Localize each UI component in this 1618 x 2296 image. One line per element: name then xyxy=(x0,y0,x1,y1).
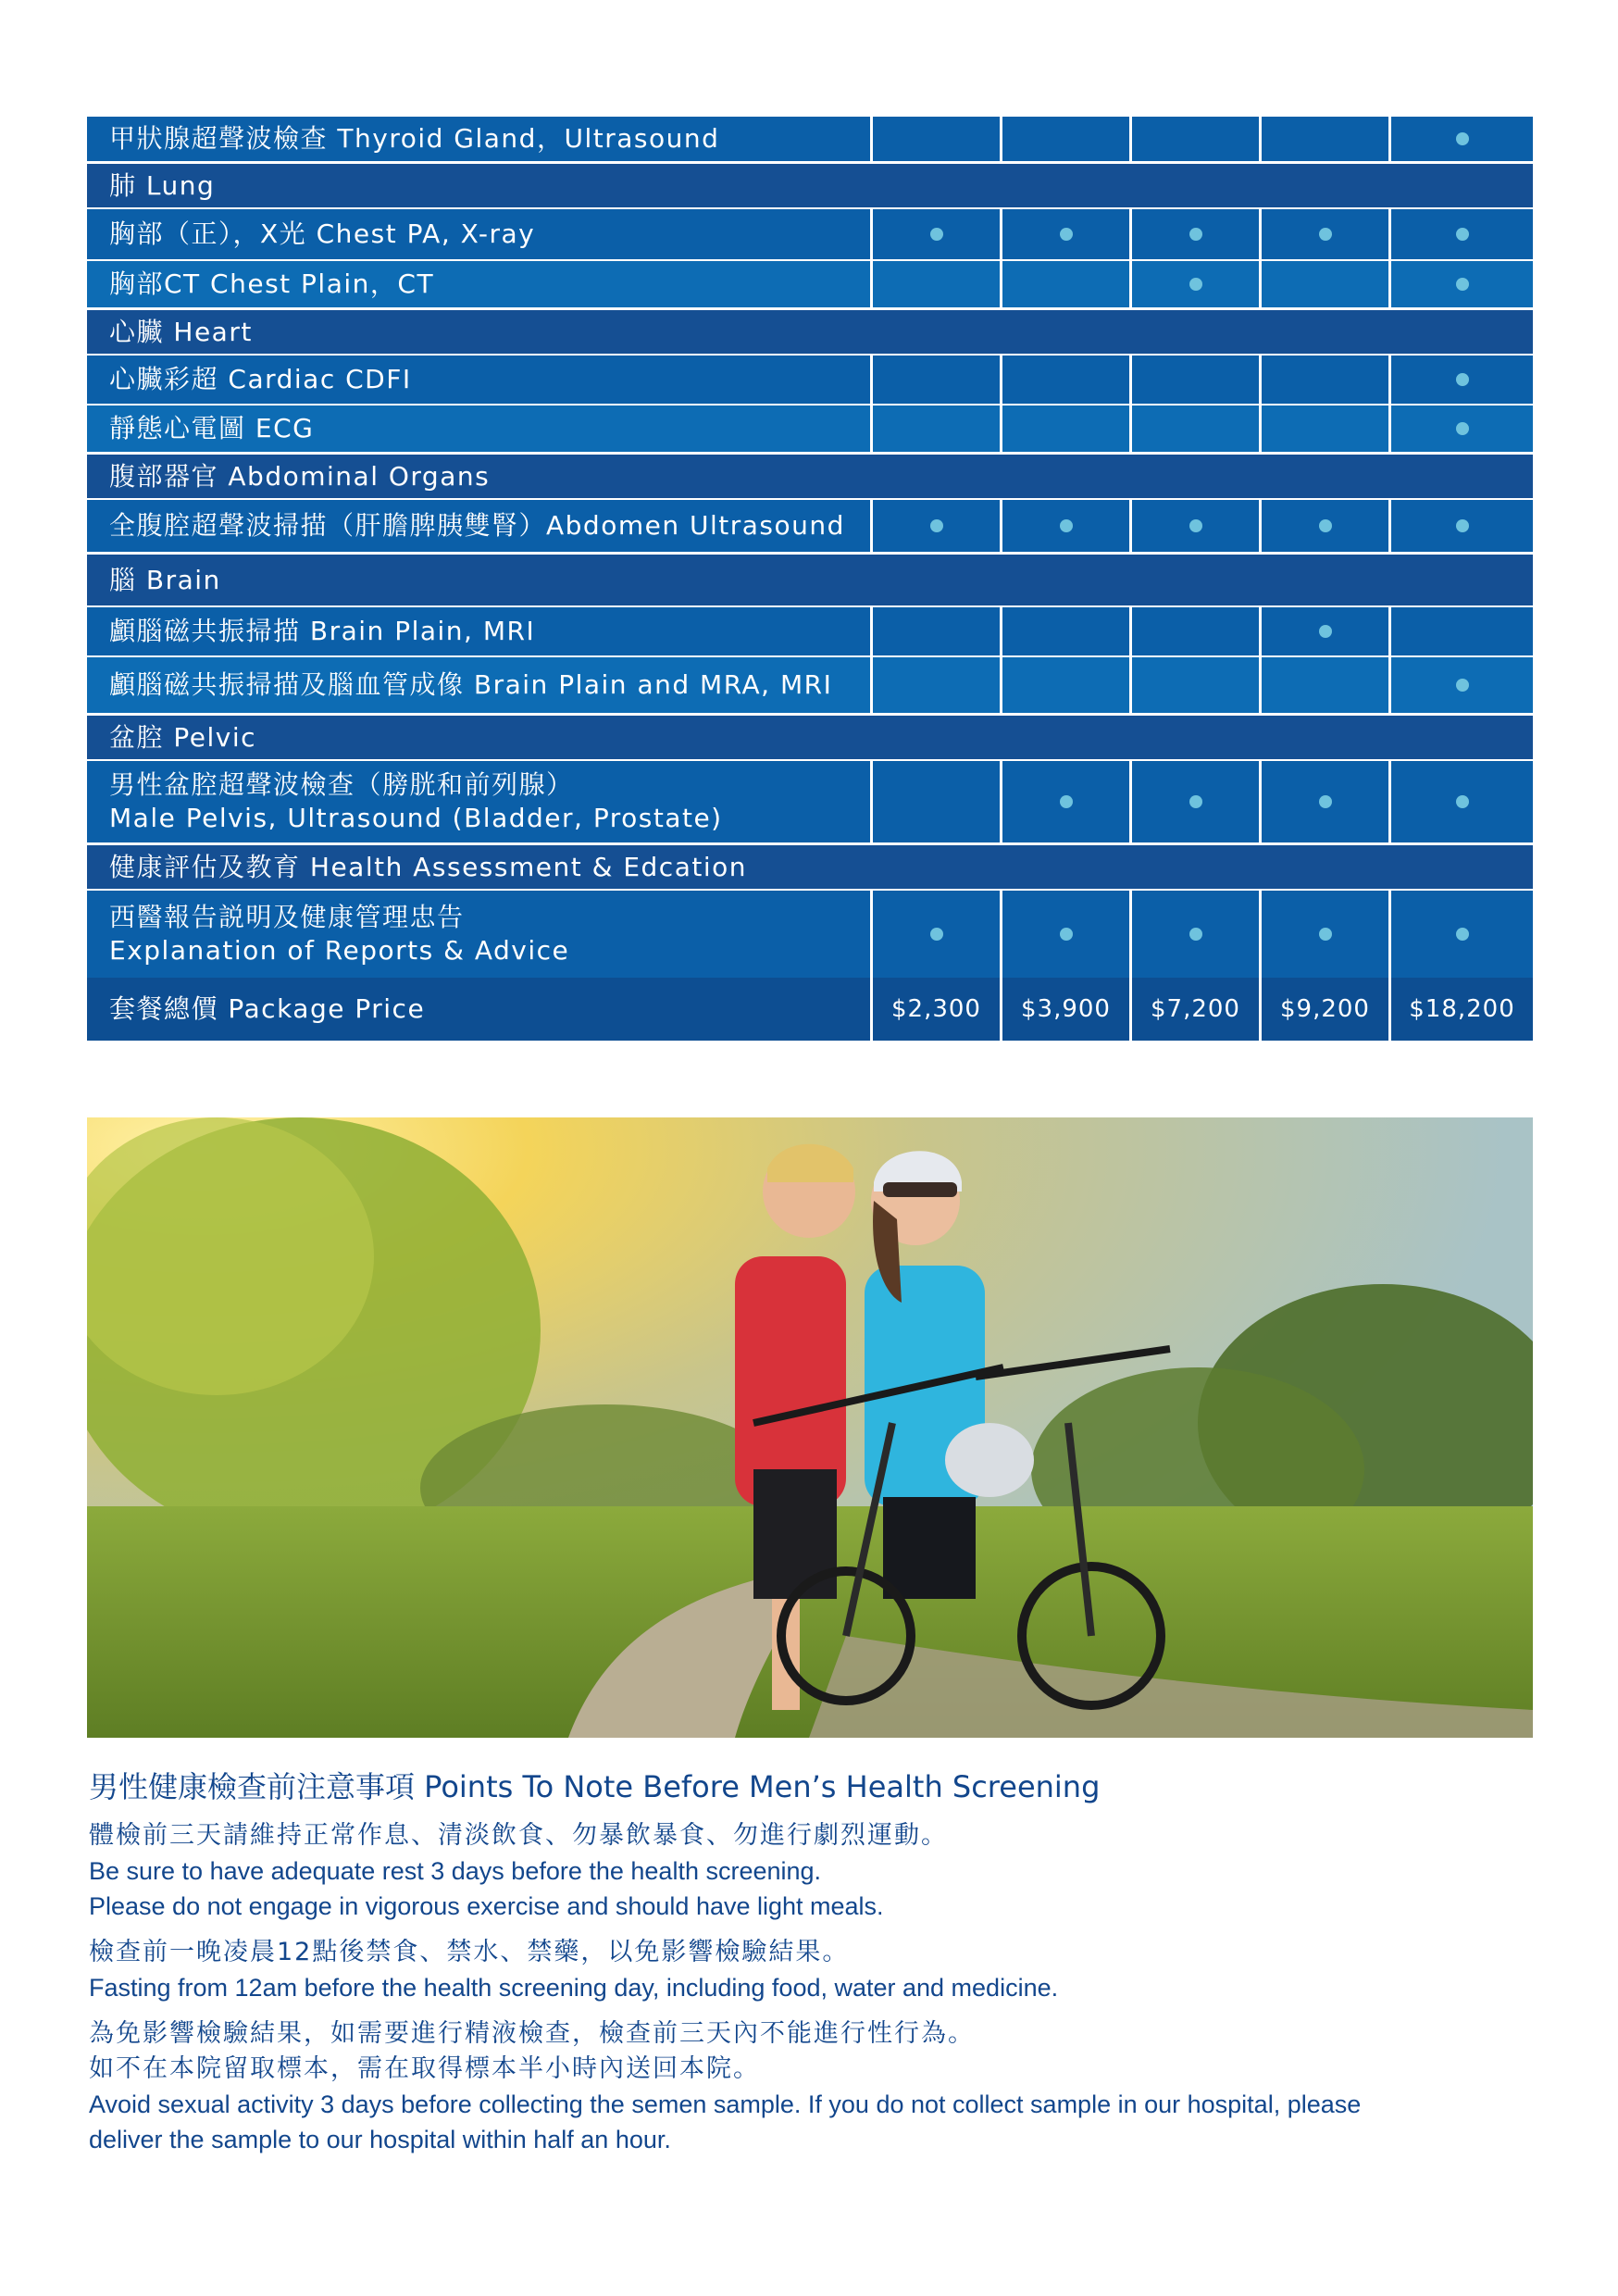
package-price-row xyxy=(87,978,1533,1041)
section-label: 肺 Lung xyxy=(109,169,216,201)
included-dot-icon xyxy=(1456,795,1469,808)
included-dot-icon xyxy=(1060,519,1073,532)
included-dot-icon xyxy=(1319,928,1332,941)
mark-cell xyxy=(1129,261,1259,307)
mark-cell xyxy=(1000,209,1129,259)
mark-cell xyxy=(1000,500,1129,552)
package-price: $2,300 xyxy=(891,995,981,1023)
package-price: $18,200 xyxy=(1409,995,1515,1023)
mark-cell xyxy=(870,607,1000,655)
item-label-line: 男性盆腔超聲波檢查（膀胱和前列腺） xyxy=(109,769,574,800)
table-row xyxy=(87,354,1533,404)
included-dot-icon xyxy=(1319,519,1332,532)
section-header-row xyxy=(87,842,1533,889)
mark-cell xyxy=(870,761,1000,842)
included-dot-icon xyxy=(1456,422,1469,435)
mark-cell xyxy=(870,117,1000,161)
section-label: 健康評估及教育 Health Assessment & Edcation xyxy=(109,851,747,882)
section-label: 盆腔 Pelvic xyxy=(109,721,257,753)
mark-cell xyxy=(1129,657,1259,713)
price-label: 套餐總價 Package Price xyxy=(109,993,426,1024)
note-paragraph xyxy=(89,2016,1533,2157)
mark-cell xyxy=(1259,607,1388,655)
table-row xyxy=(87,655,1533,713)
note-text-en: Fasting from 12am before the health screening day, including food, water and medicine. xyxy=(89,1974,1059,2002)
price-cell xyxy=(1259,978,1388,1041)
included-dot-icon xyxy=(1456,373,1469,386)
included-dot-icon xyxy=(1189,228,1202,241)
package-price: $3,900 xyxy=(1021,995,1111,1023)
mark-cell xyxy=(1000,891,1129,978)
mark-cell xyxy=(1259,209,1388,259)
mark-cell xyxy=(1259,406,1388,452)
included-dot-icon xyxy=(1189,928,1202,941)
table-row xyxy=(87,498,1533,552)
section-label: 心臟 Heart xyxy=(109,316,253,347)
included-dot-icon xyxy=(1456,278,1469,291)
note-text-zh: 如不在本院留取標本，需在取得標本半小時內送回本院。 xyxy=(89,2054,760,2083)
price-cell xyxy=(870,978,1000,1041)
section-label: 腹部器官 Abdominal Organs xyxy=(109,460,491,492)
note-text-en: Be sure to have adequate rest 3 days before the health screening. xyxy=(89,1857,822,1885)
price-cell xyxy=(1129,978,1259,1041)
section-header-row xyxy=(87,552,1533,605)
mark-cell xyxy=(1259,500,1388,552)
price-cell xyxy=(1000,978,1129,1041)
included-dot-icon xyxy=(1456,928,1469,941)
included-dot-icon xyxy=(1319,625,1332,638)
item-label xyxy=(109,761,953,842)
mark-cell xyxy=(1000,261,1129,307)
section-label: 腦 Brain xyxy=(109,564,221,595)
mark-cell xyxy=(1129,356,1259,404)
table-row xyxy=(87,404,1533,452)
item-label: 甲狀腺超聲波檢查 Thyroid Gland，Ultrasound xyxy=(109,123,720,154)
section-header-row xyxy=(87,713,1533,759)
section-header-row xyxy=(87,452,1533,498)
note-text-en: deliver the sample to our hospital within half an hour. xyxy=(89,2126,671,2153)
included-dot-icon xyxy=(930,228,943,241)
table-row xyxy=(87,207,1533,259)
mark-cell xyxy=(1000,406,1129,452)
mark-cell xyxy=(1129,406,1259,452)
mark-cell xyxy=(870,261,1000,307)
mark-cell xyxy=(1388,500,1533,552)
screening-notes xyxy=(89,1768,1533,2168)
included-dot-icon xyxy=(1189,519,1202,532)
mark-cell xyxy=(1129,607,1259,655)
item-label: 胸部CT Chest Plain，CT xyxy=(109,268,435,299)
mark-cell xyxy=(1000,117,1129,161)
table-row xyxy=(87,759,1533,842)
included-dot-icon xyxy=(1060,795,1073,808)
section-header-row xyxy=(87,161,1533,207)
included-dot-icon xyxy=(930,519,943,532)
mark-cell xyxy=(1000,761,1129,842)
item-label: 心臟彩超 Cardiac CDFI xyxy=(109,364,412,394)
mark-cell xyxy=(1388,261,1533,307)
mark-cell xyxy=(1129,891,1259,978)
mark-cell xyxy=(1388,761,1533,842)
mark-cell xyxy=(870,406,1000,452)
mark-cell xyxy=(870,209,1000,259)
mark-cell xyxy=(1129,761,1259,842)
price-cell xyxy=(1388,978,1533,1041)
mark-cell xyxy=(870,657,1000,713)
table-row xyxy=(87,259,1533,307)
mark-cell xyxy=(1259,356,1388,404)
note-paragraph xyxy=(89,1935,1533,2005)
included-dot-icon xyxy=(1456,519,1469,532)
item-label: 顱腦磁共振掃描 Brain Plain, MRI xyxy=(109,616,536,646)
package-price: $7,200 xyxy=(1151,995,1240,1023)
item-label: 胸部（正），X光 Chest PA, X-ray xyxy=(109,218,536,249)
included-dot-icon xyxy=(1189,278,1202,291)
included-dot-icon xyxy=(1456,132,1469,145)
item-label: 全腹腔超聲波掃描（肝膽脾胰雙腎）Abdomen Ultrasound xyxy=(109,510,845,541)
included-dot-icon xyxy=(1319,228,1332,241)
mark-cell xyxy=(1000,607,1129,655)
included-dot-icon xyxy=(1060,928,1073,941)
mark-cell xyxy=(1259,891,1388,978)
mark-cell xyxy=(1259,761,1388,842)
included-dot-icon xyxy=(1456,679,1469,692)
mark-cell xyxy=(1388,406,1533,452)
item-label-line: 西醫報告説明及健康管理忠告 xyxy=(109,902,465,932)
note-text-zh: 為免影響檢驗結果，如需要進行精液檢查，檢查前三天內不能進行性行為。 xyxy=(89,2019,975,2048)
included-dot-icon xyxy=(1189,795,1202,808)
mark-cell xyxy=(1259,261,1388,307)
included-dot-icon xyxy=(1319,795,1332,808)
table-row xyxy=(87,889,1533,978)
item-label-line: Explanation of Reports & Advice xyxy=(109,935,570,966)
mark-cell xyxy=(1129,209,1259,259)
item-label: 靜態心電圖 ECG xyxy=(109,413,315,443)
mark-cell xyxy=(1129,500,1259,552)
mark-cell xyxy=(1129,117,1259,161)
note-text-zh: 檢查前一晚凌晨12點後禁食、禁水、禁藥，以免影響檢驗結果。 xyxy=(89,1938,850,1966)
included-dot-icon xyxy=(1456,228,1469,241)
mark-cell xyxy=(1388,117,1533,161)
mark-cell xyxy=(1388,209,1533,259)
section-header-row xyxy=(87,307,1533,354)
mark-cell xyxy=(1388,891,1533,978)
table-row xyxy=(87,115,1533,161)
mark-cell xyxy=(870,500,1000,552)
mark-cell xyxy=(1259,657,1388,713)
table-row xyxy=(87,605,1533,655)
note-text-en: Please do not engage in vigorous exercise and should have light meals. xyxy=(89,1892,884,1920)
mark-cell xyxy=(1000,356,1129,404)
package-price: $9,200 xyxy=(1280,995,1370,1023)
included-dot-icon xyxy=(930,928,943,941)
note-paragraph xyxy=(89,1818,1533,1924)
mark-cell xyxy=(1259,117,1388,161)
item-label xyxy=(109,891,953,978)
note-text-zh: 體檢前三天請維持正常作息、清淡飲食、勿暴飲暴食、勿進行劇烈運動。 xyxy=(89,1821,948,1850)
note-text-en: Avoid sexual activity 3 days before collecting the semen sample. If you do not collect sample in our hospital, please xyxy=(89,2090,1362,2118)
mark-cell xyxy=(1000,657,1129,713)
item-label: 顱腦磁共振掃描及腦血管成像 Brain Plain and MRA, MRI xyxy=(109,669,833,700)
mark-cell xyxy=(1388,607,1533,655)
package-table xyxy=(87,115,1533,1041)
item-label-line: Male Pelvis, Ultrasound (Bladder, Prostate) xyxy=(109,803,723,833)
included-dot-icon xyxy=(1060,228,1073,241)
mark-cell xyxy=(1388,356,1533,404)
mark-cell xyxy=(870,356,1000,404)
mark-cell xyxy=(870,891,1000,978)
notes-heading: 男性健康檢查前注意事項 Points To Note Before Men’s Health Screening xyxy=(89,1769,1101,1804)
cyclists-photo xyxy=(87,1117,1533,1738)
mark-cell xyxy=(1388,657,1533,713)
